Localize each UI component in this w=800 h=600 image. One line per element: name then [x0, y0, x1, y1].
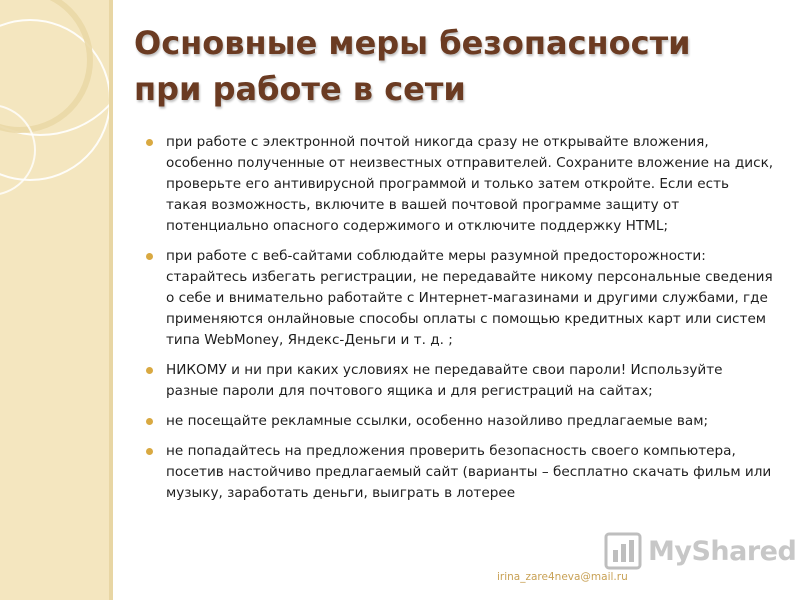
bullet-list — [146, 132, 774, 513]
bullet-text: не посещайте рекламные ссылки, особенно назойливо предлагаемые вам; — [166, 413, 709, 429]
bullet-dot-icon — [146, 448, 153, 455]
decorative-circles — [0, 0, 113, 200]
bullet-dot-icon — [146, 253, 153, 260]
watermark-text: MyShared — [648, 535, 797, 567]
bullet-text: не попадайтесь на предложения проверить безопасность своего компьютера, посетив настойчиво предлагаемый сайт (варианты – бесплатно скачать фильм или музыку, заработать деньги, выиграть в лотерее — [166, 443, 772, 501]
slide-title — [134, 20, 774, 112]
myshared-watermark — [604, 532, 796, 570]
bar-chart-icon — [604, 532, 642, 570]
list-item — [146, 132, 774, 237]
footer-email: irina_zare4neva@mail.ru — [497, 571, 628, 583]
decorative-side-panel — [0, 0, 113, 600]
bullet-text: при работе с электронной почтой никогда сразу не открывайте вложения, особенно полученные от неизвестных отправителей. Сохраните вложение на диск, проверьте его антивирусной программой и только затем откройте. Если есть такая возможность, включите в вашей почтовой программе защиту от потенциально опасного содержимого и отключите поддержку HTML; — [166, 134, 774, 234]
list-item — [146, 411, 774, 432]
bullet-dot-icon — [146, 139, 153, 146]
list-item — [146, 360, 774, 402]
title-line-1: Основные меры безопасности — [134, 24, 691, 62]
bullet-text: при работе с веб-сайтами соблюдайте меры разумной предосторожности: старайтесь избегать регистрации, не передавайте никому персональные сведения о себе и внимательно работайте с Интернет-магазинами и другими службами, где применяются онлайновые способы оплаты с помощью кредитных карт или систем типа WebMoney, Яндекс-Деньги и т. д. ; — [166, 248, 773, 348]
bullet-text: НИКОМУ и ни при каких условиях не передавайте свои пароли! Используйте разные пароли для почтового ящика и для регистраций на сайтах; — [166, 362, 723, 399]
bullet-dot-icon — [146, 418, 153, 425]
title-line-2: при работе в сети — [134, 70, 466, 108]
bullet-dot-icon — [146, 367, 153, 374]
list-item — [146, 441, 774, 504]
list-item — [146, 246, 774, 351]
